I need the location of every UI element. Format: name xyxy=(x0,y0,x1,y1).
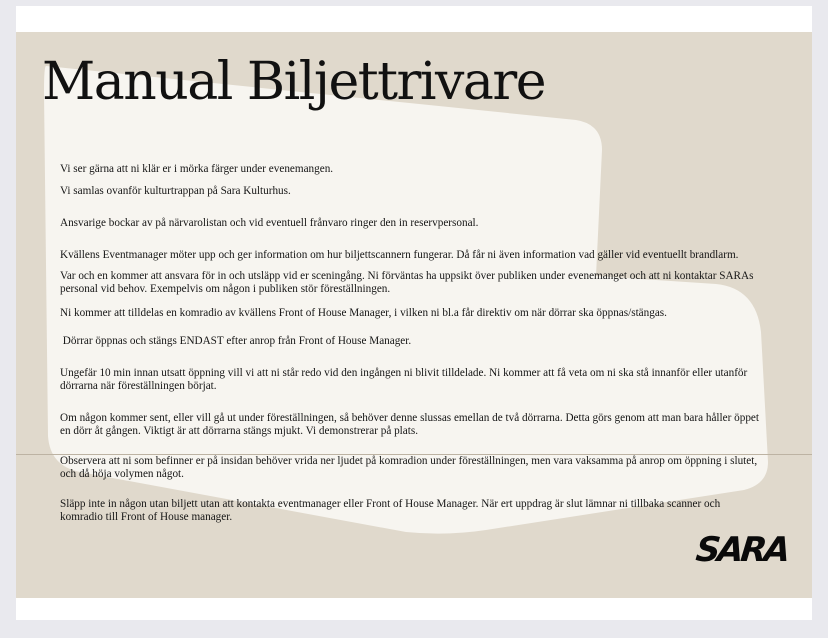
paragraph-attendance: Ansvarige bockar av på närvarolistan och vid eventuell frånvaro ringer den in reservpersonal. xyxy=(60,217,479,229)
document-title: Manual Biljettrivare xyxy=(42,52,546,112)
paragraph-no-ticket: Släpp inte in någon utan biljett utan att kontakta eventmanager eller Front of House Manager. När ert uppdrag är slut lämnar ni tillbaka scanner och komradio till Front of House manager. xyxy=(60,498,721,523)
document-page xyxy=(16,6,812,620)
paragraph-volume: Observera att ni som befinner er på insidan behöver vrida ner ljudet på komradion under föreställningen, men vara vaksamma på anrop om öppning i slutet, och då höja volymen något. xyxy=(60,455,758,480)
paragraph-meeting-point: Vi samlas ovanför kulturtrappan på Sara Kulturhus. xyxy=(60,185,291,197)
paragraph-komradio: Ni kommer att tilldelas en komradio av kvällens Front of House Manager, i vilken ni bl.a får direktiv om när dörrar ska öppnas/stängas. xyxy=(60,307,667,319)
sara-logo: SARA xyxy=(693,530,790,570)
paragraph-latecomers: Om någon kommer sent, eller vill gå ut under föreställningen, så behöver denne slussas emellan de två dörrarna. Detta görs genom att man bara håller öppet en dörr åt gången. Viktigt är att dörrarna stängs mjukt. Vi demonstrerar på plats. xyxy=(60,412,759,437)
paragraph-eventmanager: Kvällens Eventmanager möter upp och ger information om hur biljettscannern fungerar. Då får ni även information vad gäller vid eventuellt brandlarm. xyxy=(60,249,739,261)
paragraph-doors-only: Dörrar öppnas och stängs ENDAST efter anrop från Front of House Manager. xyxy=(60,335,412,347)
paragraph-dress-code: Vi ser gärna att ni klär er i mörka färger under evenemangen. xyxy=(60,163,334,175)
document-body xyxy=(60,136,760,524)
paragraph-ready-before: Ungefär 10 min innan utsatt öppning vill vi att ni står redo vid den ingången ni blivit tilldelade. Ni kommer att få veta om ni ska stå innanför eller utanför dörrarna när föreställningen börjat. xyxy=(60,367,748,392)
paragraph-responsibility: Var och en kommer att ansvara för in och utsläpp vid er sceningång. Ni förväntas ha uppsikt över publiken under evenemanget och att ni kontaktar SARAs personal vid behov. Exempelvis om någon i publiken stör föreställningen. xyxy=(60,270,754,295)
